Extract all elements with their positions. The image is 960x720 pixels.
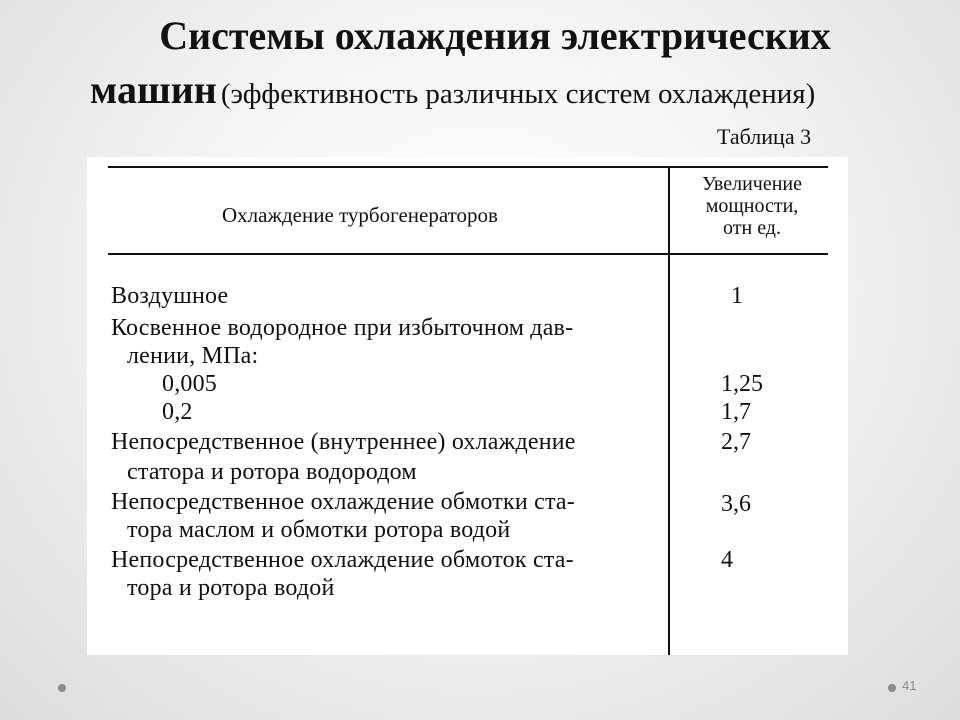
header-power-increase <box>677 173 827 239</box>
table-header-rule <box>108 253 828 255</box>
row-direct-hydrogen-value: 2,7 <box>721 429 751 455</box>
row-water-value: 4 <box>721 547 733 573</box>
row-oil-water-line2: тора маслом и обмотки ротора водой <box>127 517 511 543</box>
row-air-label: Воздушное <box>111 283 229 309</box>
row-pressure-0005-value: 1,25 <box>721 371 763 397</box>
left-bullet-dot <box>58 684 66 692</box>
row-water-line2: тора и ротора водой <box>127 575 335 601</box>
slide-title <box>0 12 960 60</box>
title-line1: Системы охлаждения электрических <box>159 13 831 58</box>
table-top-rule <box>108 166 828 168</box>
title-line2 <box>90 66 815 113</box>
header-power-line1: Увеличение <box>701 173 802 195</box>
row-pressure-02-label: 0,2 <box>162 399 193 425</box>
row-water-line1: Непосредственное охлаждение обмоток ста- <box>111 547 574 573</box>
page-number: 41 <box>902 678 917 693</box>
table-caption: Таблица 3 <box>717 124 812 149</box>
row-pressure-0005-label: 0,005 <box>162 371 217 397</box>
row-oil-water-line1: Непосредственное охлаждение обмотки ста- <box>111 489 575 515</box>
row-air-value: 1 <box>731 283 743 309</box>
row-indirect-hydrogen-line1: Косвенное водородное при избыточном дав- <box>111 315 574 341</box>
header-power-line3: отн ед. <box>723 217 781 239</box>
row-pressure-02-value: 1,7 <box>721 399 751 425</box>
row-indirect-hydrogen-line2: лении, МПа: <box>127 343 259 369</box>
row-oil-water-value: 3,6 <box>721 491 751 517</box>
header-power-line2: мощности, <box>705 195 799 217</box>
right-bullet-dot <box>888 684 896 692</box>
title-line2-main: машин <box>90 67 217 112</box>
scanned-table <box>87 157 848 655</box>
row-direct-hydrogen-line1: Непосредственное (внутреннее) охлаждение <box>111 429 576 455</box>
header-cooling-type: Охлаждение турбогенераторов <box>222 203 498 227</box>
table-column-divider <box>668 166 670 655</box>
title-line2-sub: (эффективность различных систем охлаждения) <box>220 78 816 110</box>
row-direct-hydrogen-line2: статора и ротора водородом <box>127 459 417 485</box>
